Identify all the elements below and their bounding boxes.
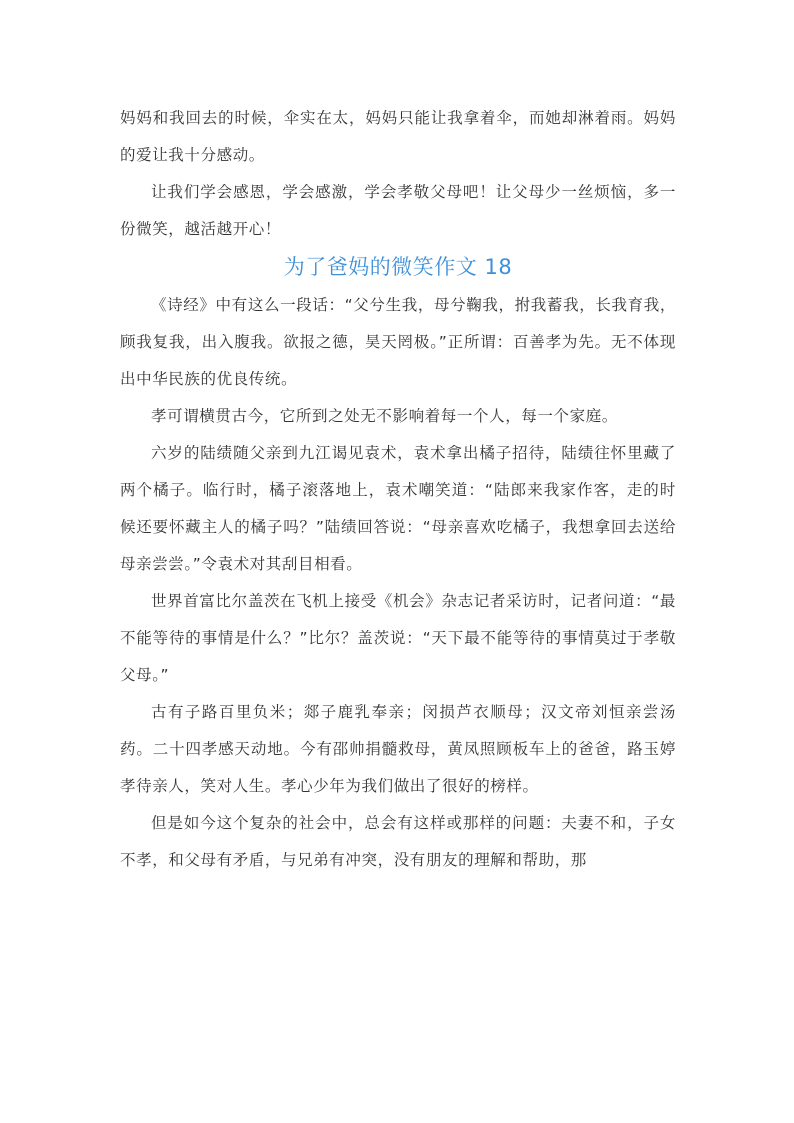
paragraph: 让我们学会感恩，学会感激，学会孝敬父母吧！让父母少一丝烦恼，多一份微笑，越活越开心！ bbox=[120, 183, 676, 238]
paragraph: 六岁的陆绩随父亲到九江谒见袁术，袁术拿出橘子招待，陆绩往怀里藏了两个橘子。临行时，橘子滚落地上，袁术嘲笑道：“陆郎来我家作客，走的时候还要怀藏主人的橘子吗？”陆绩回答说：“母亲喜欢吃橘子，我想拿回去送给母亲尝尝。”令袁术对其刮目相看。 bbox=[120, 444, 676, 573]
section-heading: 为了爸妈的微笑作文 18 bbox=[283, 255, 513, 279]
document-page bbox=[120, 100, 676, 879]
paragraph: 孝可谓横贯古今，它所到之处无不影响着每一个人，每一个家庭。 bbox=[151, 407, 618, 425]
paragraph: 古有子路百里负米；郯子鹿乳奉亲；闵损芦衣顺母；汉文帝刘恒亲尝汤药。二十四孝感天动地。今有邵帅捐髓救母，黄凤照顾板车上的爸爸，路玉婷孝待亲人，笑对人生。孝心少年为我们做出了很好的榜样。 bbox=[120, 703, 676, 795]
paragraph: 《诗经》中有这么一段话：“父兮生我，母兮鞠我，拊我蓄我，长我育我，顾我复我，出入腹我。欲报之德，昊天罔极。”正所谓：百善孝为先。无不体现出中华民族的优良传统。 bbox=[120, 296, 676, 388]
paragraph: 世界首富比尔盖茨在飞机上接受《机会》杂志记者采访时，记者问道：“最不能等待的事情是什么？”比尔？盖茨说：“天下最不能等待的事情莫过于孝敬父母。” bbox=[120, 592, 676, 684]
paragraph: 但是如今这个复杂的社会中，总会有这样或那样的问题：夫妻不和，子女不孝，和父母有矛盾，与兄弟有冲突，没有朋友的理解和帮助，那 bbox=[120, 814, 676, 869]
paragraph: 妈妈和我回去的时候，伞实在太，妈妈只能让我拿着伞，而她却淋着雨。妈妈的爱让我十分感动。 bbox=[120, 109, 676, 164]
